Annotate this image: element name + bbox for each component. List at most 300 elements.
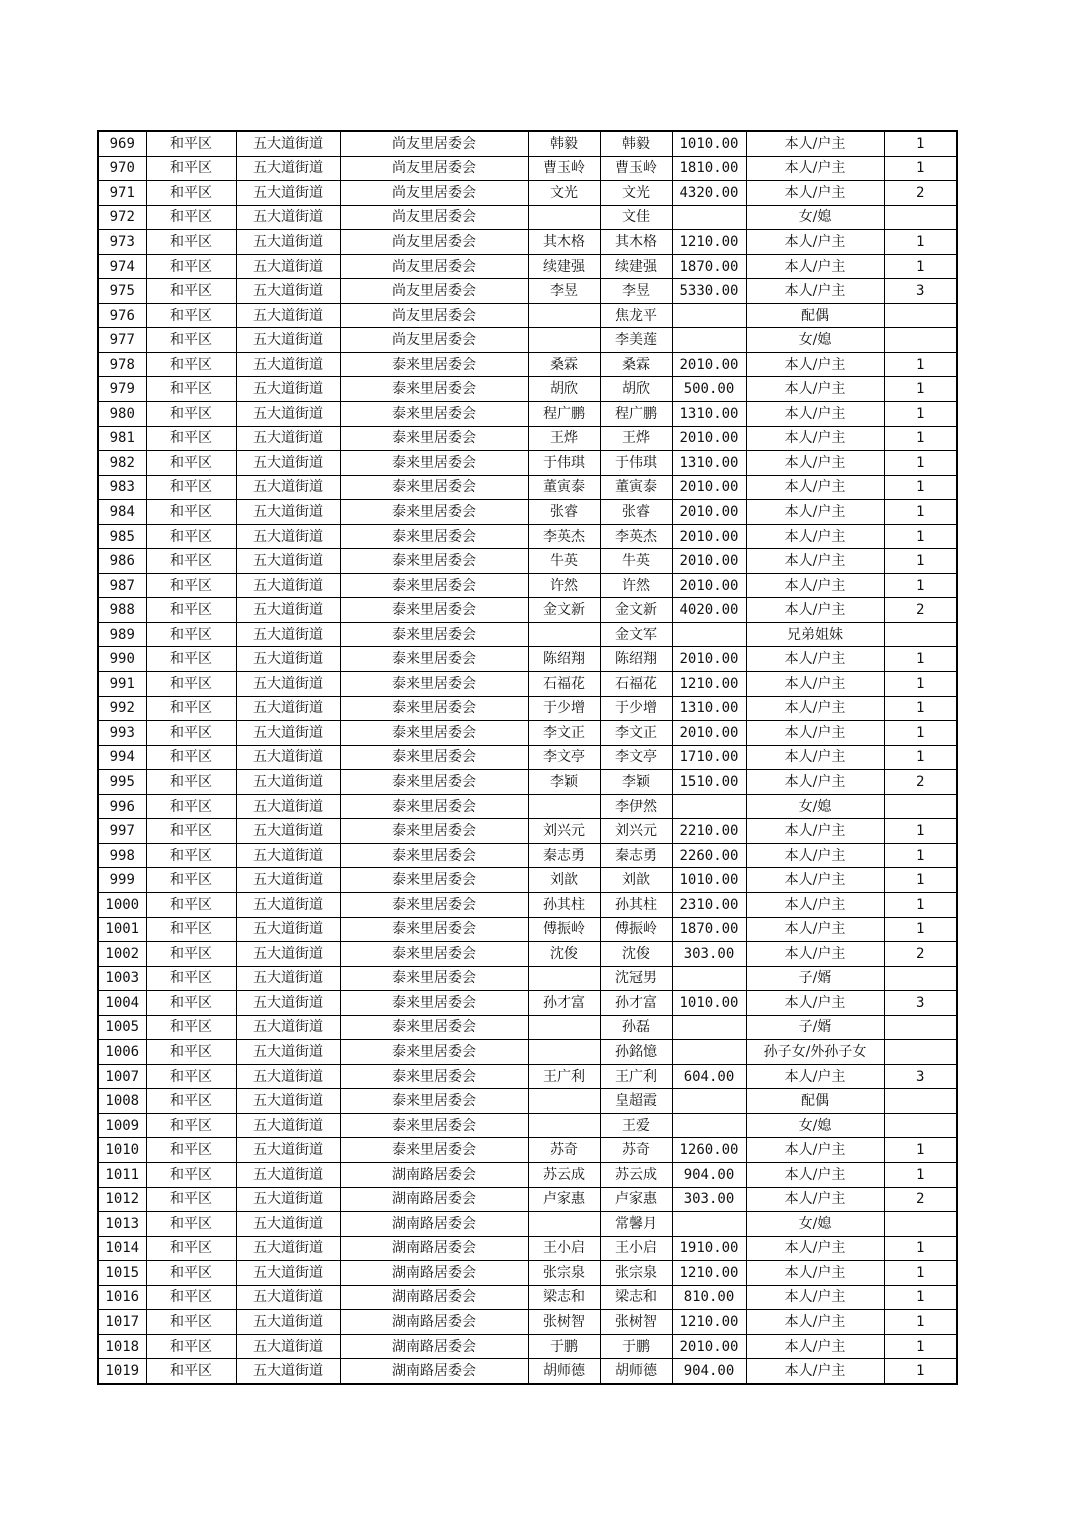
member-cell: 董寅泰 — [600, 475, 672, 500]
committee-cell: 泰来里居委会 — [340, 819, 528, 844]
table-row — [98, 966, 957, 991]
member-cell: 张宗泉 — [600, 1261, 672, 1286]
committee-cell: 泰来里居委会 — [340, 942, 528, 967]
committee-cell: 泰来里居委会 — [340, 794, 528, 819]
street-cell: 五大道街道 — [236, 475, 340, 500]
district-cell: 和平区 — [146, 770, 236, 795]
table-row — [98, 500, 957, 525]
amount-cell: 1010.00 — [672, 991, 746, 1016]
household-size-cell: 1 — [884, 524, 957, 549]
amount-cell: 2010.00 — [672, 500, 746, 525]
amount-cell: 500.00 — [672, 377, 746, 402]
district-cell: 和平区 — [146, 1064, 236, 1089]
committee-cell: 尚友里居委会 — [340, 254, 528, 279]
member-cell: 焦龙平 — [600, 303, 672, 328]
committee-cell: 尚友里居委会 — [340, 328, 528, 353]
member-cell: 孙磊 — [600, 1015, 672, 1040]
amount-cell: 2010.00 — [672, 426, 746, 451]
committee-cell: 泰来里居委会 — [340, 426, 528, 451]
applicant-cell: 金文新 — [528, 598, 600, 623]
applicant-cell: 韩毅 — [528, 131, 600, 156]
district-cell: 和平区 — [146, 672, 236, 697]
household-size-cell: 1 — [884, 672, 957, 697]
street-cell: 五大道街道 — [236, 843, 340, 868]
member-cell: 刘歆 — [600, 868, 672, 893]
amount-cell: 904.00 — [672, 1359, 746, 1384]
committee-cell: 泰来里居委会 — [340, 524, 528, 549]
member-cell: 李英杰 — [600, 524, 672, 549]
relation-cell: 本人/户主 — [746, 1359, 884, 1384]
table-row — [98, 549, 957, 574]
applicant-cell: 王小启 — [528, 1236, 600, 1261]
table-row — [98, 181, 957, 206]
household-size-cell: 1 — [884, 1162, 957, 1187]
household-size-cell — [884, 1015, 957, 1040]
household-size-cell — [884, 303, 957, 328]
committee-cell: 尚友里居委会 — [340, 279, 528, 304]
relation-cell: 本人/户主 — [746, 672, 884, 697]
applicant-cell — [528, 328, 600, 353]
applicant-cell: 刘歆 — [528, 868, 600, 893]
member-cell: 于鹏 — [600, 1334, 672, 1359]
member-cell: 卢家惠 — [600, 1187, 672, 1212]
applicant-cell: 刘兴元 — [528, 819, 600, 844]
serial-cell: 998 — [98, 843, 146, 868]
street-cell: 五大道街道 — [236, 1212, 340, 1237]
district-cell: 和平区 — [146, 328, 236, 353]
applicant-cell: 董寅泰 — [528, 475, 600, 500]
amount-cell: 2010.00 — [672, 352, 746, 377]
district-cell: 和平区 — [146, 1236, 236, 1261]
table-row — [98, 303, 957, 328]
relation-cell: 本人/户主 — [746, 475, 884, 500]
relation-cell: 本人/户主 — [746, 230, 884, 255]
street-cell: 五大道街道 — [236, 1138, 340, 1163]
applicant-cell: 王广利 — [528, 1064, 600, 1089]
member-cell: 李美莲 — [600, 328, 672, 353]
relation-cell: 本人/户主 — [746, 770, 884, 795]
household-size-cell: 1 — [884, 1310, 957, 1335]
applicant-cell — [528, 1015, 600, 1040]
member-cell: 韩毅 — [600, 131, 672, 156]
serial-cell: 971 — [98, 181, 146, 206]
street-cell: 五大道街道 — [236, 1015, 340, 1040]
street-cell: 五大道街道 — [236, 524, 340, 549]
committee-cell: 泰来里居委会 — [340, 352, 528, 377]
committee-cell: 泰来里居委会 — [340, 991, 528, 1016]
amount-cell: 1810.00 — [672, 156, 746, 181]
serial-cell: 982 — [98, 451, 146, 476]
district-cell: 和平区 — [146, 254, 236, 279]
amount-cell — [672, 1015, 746, 1040]
household-size-cell — [884, 1040, 957, 1065]
committee-cell: 尚友里居委会 — [340, 181, 528, 206]
street-cell: 五大道街道 — [236, 1236, 340, 1261]
table-row — [98, 352, 957, 377]
household-size-cell: 3 — [884, 1064, 957, 1089]
serial-cell: 974 — [98, 254, 146, 279]
table-row — [98, 254, 957, 279]
street-cell: 五大道街道 — [236, 966, 340, 991]
street-cell: 五大道街道 — [236, 1285, 340, 1310]
district-cell: 和平区 — [146, 647, 236, 672]
street-cell: 五大道街道 — [236, 598, 340, 623]
street-cell: 五大道街道 — [236, 647, 340, 672]
committee-cell: 泰来里居委会 — [340, 647, 528, 672]
relation-cell: 兄弟姐妹 — [746, 622, 884, 647]
relation-cell: 女/媳 — [746, 328, 884, 353]
district-cell: 和平区 — [146, 917, 236, 942]
committee-cell: 泰来里居委会 — [340, 745, 528, 770]
member-cell: 金文新 — [600, 598, 672, 623]
relation-cell: 本人/户主 — [746, 647, 884, 672]
committee-cell: 泰来里居委会 — [340, 1089, 528, 1114]
household-size-cell: 1 — [884, 402, 957, 427]
table-row — [98, 794, 957, 819]
relation-cell: 本人/户主 — [746, 745, 884, 770]
committee-cell: 泰来里居委会 — [340, 549, 528, 574]
household-size-cell: 3 — [884, 991, 957, 1016]
relation-cell: 本人/户主 — [746, 377, 884, 402]
serial-cell: 1009 — [98, 1113, 146, 1138]
table-row — [98, 672, 957, 697]
amount-cell — [672, 1040, 746, 1065]
amount-cell: 1870.00 — [672, 917, 746, 942]
data-table — [97, 130, 958, 1385]
serial-cell: 994 — [98, 745, 146, 770]
member-cell: 文光 — [600, 181, 672, 206]
amount-cell — [672, 1089, 746, 1114]
amount-cell — [672, 966, 746, 991]
amount-cell — [672, 794, 746, 819]
member-cell: 金文军 — [600, 622, 672, 647]
serial-cell: 975 — [98, 279, 146, 304]
serial-cell: 997 — [98, 819, 146, 844]
street-cell: 五大道街道 — [236, 500, 340, 525]
committee-cell: 湖南路居委会 — [340, 1187, 528, 1212]
district-cell: 和平区 — [146, 1310, 236, 1335]
serial-cell: 1000 — [98, 892, 146, 917]
household-size-cell — [884, 1089, 957, 1114]
serial-cell: 972 — [98, 205, 146, 230]
amount-cell: 1260.00 — [672, 1138, 746, 1163]
district-cell: 和平区 — [146, 402, 236, 427]
table-row — [98, 819, 957, 844]
serial-cell: 989 — [98, 622, 146, 647]
applicant-cell: 胡欣 — [528, 377, 600, 402]
relation-cell: 本人/户主 — [746, 819, 884, 844]
household-size-cell: 1 — [884, 721, 957, 746]
street-cell: 五大道街道 — [236, 131, 340, 156]
household-size-cell: 1 — [884, 819, 957, 844]
serial-cell: 980 — [98, 402, 146, 427]
relation-cell: 配偶 — [746, 1089, 884, 1114]
member-cell: 孙其柱 — [600, 892, 672, 917]
applicant-cell: 李颖 — [528, 770, 600, 795]
table-row — [98, 1359, 957, 1384]
member-cell: 王广利 — [600, 1064, 672, 1089]
committee-cell: 泰来里居委会 — [340, 868, 528, 893]
serial-cell: 987 — [98, 573, 146, 598]
committee-cell: 泰来里居委会 — [340, 500, 528, 525]
table-row — [98, 1310, 957, 1335]
amount-cell — [672, 1212, 746, 1237]
household-size-cell: 1 — [884, 131, 957, 156]
table-row — [98, 524, 957, 549]
household-size-cell: 1 — [884, 1236, 957, 1261]
applicant-cell: 卢家惠 — [528, 1187, 600, 1212]
member-cell: 孙銘憶 — [600, 1040, 672, 1065]
relation-cell: 本人/户主 — [746, 1162, 884, 1187]
household-size-cell — [884, 1212, 957, 1237]
member-cell: 李伊然 — [600, 794, 672, 819]
household-size-cell: 2 — [884, 770, 957, 795]
serial-cell: 1015 — [98, 1261, 146, 1286]
committee-cell: 泰来里居委会 — [340, 721, 528, 746]
street-cell: 五大道街道 — [236, 426, 340, 451]
member-cell: 傅振岭 — [600, 917, 672, 942]
household-size-cell: 1 — [884, 1334, 957, 1359]
street-cell: 五大道街道 — [236, 1040, 340, 1065]
amount-cell: 1310.00 — [672, 696, 746, 721]
amount-cell: 2260.00 — [672, 843, 746, 868]
district-cell: 和平区 — [146, 181, 236, 206]
street-cell: 五大道街道 — [236, 1162, 340, 1187]
household-size-cell: 1 — [884, 254, 957, 279]
table-row — [98, 1089, 957, 1114]
amount-cell: 1910.00 — [672, 1236, 746, 1261]
district-cell: 和平区 — [146, 524, 236, 549]
amount-cell: 1210.00 — [672, 1310, 746, 1335]
amount-cell: 1710.00 — [672, 745, 746, 770]
district-cell: 和平区 — [146, 1040, 236, 1065]
table-row — [98, 1212, 957, 1237]
relation-cell: 本人/户主 — [746, 254, 884, 279]
household-size-cell: 2 — [884, 1187, 957, 1212]
member-cell: 石福花 — [600, 672, 672, 697]
street-cell: 五大道街道 — [236, 549, 340, 574]
serial-cell: 986 — [98, 549, 146, 574]
table-row — [98, 1138, 957, 1163]
member-cell: 文佳 — [600, 205, 672, 230]
amount-cell: 2010.00 — [672, 1334, 746, 1359]
table-row — [98, 1064, 957, 1089]
serial-cell: 993 — [98, 721, 146, 746]
serial-cell: 1001 — [98, 917, 146, 942]
relation-cell: 女/媳 — [746, 205, 884, 230]
serial-cell: 970 — [98, 156, 146, 181]
applicant-cell: 苏云成 — [528, 1162, 600, 1187]
committee-cell: 泰来里居委会 — [340, 672, 528, 697]
table-row — [98, 1285, 957, 1310]
amount-cell: 2010.00 — [672, 549, 746, 574]
applicant-cell: 陈绍翔 — [528, 647, 600, 672]
serial-cell: 1019 — [98, 1359, 146, 1384]
serial-cell: 979 — [98, 377, 146, 402]
serial-cell: 1010 — [98, 1138, 146, 1163]
amount-cell — [672, 205, 746, 230]
relation-cell: 本人/户主 — [746, 549, 884, 574]
district-cell: 和平区 — [146, 1359, 236, 1384]
member-cell: 于少增 — [600, 696, 672, 721]
committee-cell: 泰来里居委会 — [340, 1113, 528, 1138]
household-size-cell: 1 — [884, 1261, 957, 1286]
district-cell: 和平区 — [146, 1187, 236, 1212]
serial-cell: 976 — [98, 303, 146, 328]
street-cell: 五大道街道 — [236, 254, 340, 279]
member-cell: 王爱 — [600, 1113, 672, 1138]
applicant-cell: 苏奇 — [528, 1138, 600, 1163]
table-row — [98, 475, 957, 500]
applicant-cell: 于鹏 — [528, 1334, 600, 1359]
member-cell: 陈绍翔 — [600, 647, 672, 672]
committee-cell: 泰来里居委会 — [340, 475, 528, 500]
committee-cell: 泰来里居委会 — [340, 451, 528, 476]
table-row — [98, 696, 957, 721]
district-cell: 和平区 — [146, 598, 236, 623]
table-row — [98, 1162, 957, 1187]
table-row — [98, 573, 957, 598]
committee-cell: 泰来里居委会 — [340, 1138, 528, 1163]
street-cell: 五大道街道 — [236, 942, 340, 967]
committee-cell: 泰来里居委会 — [340, 696, 528, 721]
applicant-cell: 傅振岭 — [528, 917, 600, 942]
applicant-cell — [528, 1089, 600, 1114]
street-cell: 五大道街道 — [236, 745, 340, 770]
committee-cell: 泰来里居委会 — [340, 598, 528, 623]
street-cell: 五大道街道 — [236, 328, 340, 353]
street-cell: 五大道街道 — [236, 892, 340, 917]
household-size-cell: 1 — [884, 352, 957, 377]
relation-cell: 本人/户主 — [746, 696, 884, 721]
applicant-cell — [528, 205, 600, 230]
street-cell: 五大道街道 — [236, 230, 340, 255]
household-size-cell: 1 — [884, 156, 957, 181]
table-row — [98, 991, 957, 1016]
amount-cell: 2010.00 — [672, 475, 746, 500]
applicant-cell: 张树智 — [528, 1310, 600, 1335]
table-row — [98, 622, 957, 647]
relation-cell: 本人/户主 — [746, 1138, 884, 1163]
district-cell: 和平区 — [146, 1162, 236, 1187]
street-cell: 五大道街道 — [236, 917, 340, 942]
applicant-cell: 李文正 — [528, 721, 600, 746]
amount-cell: 1010.00 — [672, 868, 746, 893]
household-size-cell: 3 — [884, 279, 957, 304]
committee-cell: 泰来里居委会 — [340, 377, 528, 402]
serial-cell: 1002 — [98, 942, 146, 967]
committee-cell: 湖南路居委会 — [340, 1236, 528, 1261]
serial-cell: 1017 — [98, 1310, 146, 1335]
serial-cell: 969 — [98, 131, 146, 156]
table-row — [98, 942, 957, 967]
table-row — [98, 1113, 957, 1138]
amount-cell: 1210.00 — [672, 230, 746, 255]
table-row — [98, 1040, 957, 1065]
table-row — [98, 426, 957, 451]
serial-cell: 978 — [98, 352, 146, 377]
household-size-cell: 1 — [884, 868, 957, 893]
table-row — [98, 745, 957, 770]
applicant-cell: 桑霖 — [528, 352, 600, 377]
relation-cell: 本人/户主 — [746, 1064, 884, 1089]
member-cell: 王烨 — [600, 426, 672, 451]
table-row — [98, 279, 957, 304]
relation-cell: 女/媳 — [746, 1113, 884, 1138]
table-row — [98, 1236, 957, 1261]
amount-cell: 2310.00 — [672, 892, 746, 917]
applicant-cell: 于伟琪 — [528, 451, 600, 476]
applicant-cell — [528, 1212, 600, 1237]
relation-cell: 女/媳 — [746, 794, 884, 819]
district-cell: 和平区 — [146, 843, 236, 868]
applicant-cell — [528, 794, 600, 819]
applicant-cell — [528, 1040, 600, 1065]
serial-cell: 1014 — [98, 1236, 146, 1261]
district-cell: 和平区 — [146, 205, 236, 230]
household-size-cell: 1 — [884, 696, 957, 721]
member-cell: 张树智 — [600, 1310, 672, 1335]
applicant-cell: 张睿 — [528, 500, 600, 525]
amount-cell: 1870.00 — [672, 254, 746, 279]
table-row — [98, 1187, 957, 1212]
relation-cell: 本人/户主 — [746, 942, 884, 967]
street-cell: 五大道街道 — [236, 352, 340, 377]
household-size-cell: 1 — [884, 843, 957, 868]
amount-cell: 303.00 — [672, 1187, 746, 1212]
street-cell: 五大道街道 — [236, 205, 340, 230]
member-cell: 梁志和 — [600, 1285, 672, 1310]
district-cell: 和平区 — [146, 622, 236, 647]
district-cell: 和平区 — [146, 1285, 236, 1310]
member-cell: 程广鹏 — [600, 402, 672, 427]
relation-cell: 本人/户主 — [746, 1236, 884, 1261]
street-cell: 五大道街道 — [236, 402, 340, 427]
relation-cell: 本人/户主 — [746, 721, 884, 746]
amount-cell — [672, 303, 746, 328]
committee-cell: 湖南路居委会 — [340, 1334, 528, 1359]
member-cell: 王小启 — [600, 1236, 672, 1261]
serial-cell: 1005 — [98, 1015, 146, 1040]
relation-cell: 本人/户主 — [746, 991, 884, 1016]
household-size-cell — [884, 1113, 957, 1138]
member-cell: 于伟琪 — [600, 451, 672, 476]
applicant-cell: 石福花 — [528, 672, 600, 697]
serial-cell: 1004 — [98, 991, 146, 1016]
applicant-cell: 张宗泉 — [528, 1261, 600, 1286]
applicant-cell: 王烨 — [528, 426, 600, 451]
district-cell: 和平区 — [146, 1138, 236, 1163]
district-cell: 和平区 — [146, 500, 236, 525]
amount-cell: 810.00 — [672, 1285, 746, 1310]
serial-cell: 995 — [98, 770, 146, 795]
serial-cell: 1013 — [98, 1212, 146, 1237]
serial-cell: 983 — [98, 475, 146, 500]
household-size-cell: 1 — [884, 917, 957, 942]
relation-cell: 本人/户主 — [746, 917, 884, 942]
table-row — [98, 647, 957, 672]
street-cell: 五大道街道 — [236, 1089, 340, 1114]
serial-cell: 984 — [98, 500, 146, 525]
relation-cell: 本人/户主 — [746, 451, 884, 476]
table-row — [98, 131, 957, 156]
street-cell: 五大道街道 — [236, 1334, 340, 1359]
street-cell: 五大道街道 — [236, 1064, 340, 1089]
member-cell: 续建强 — [600, 254, 672, 279]
district-cell: 和平区 — [146, 942, 236, 967]
serial-cell: 977 — [98, 328, 146, 353]
amount-cell — [672, 328, 746, 353]
